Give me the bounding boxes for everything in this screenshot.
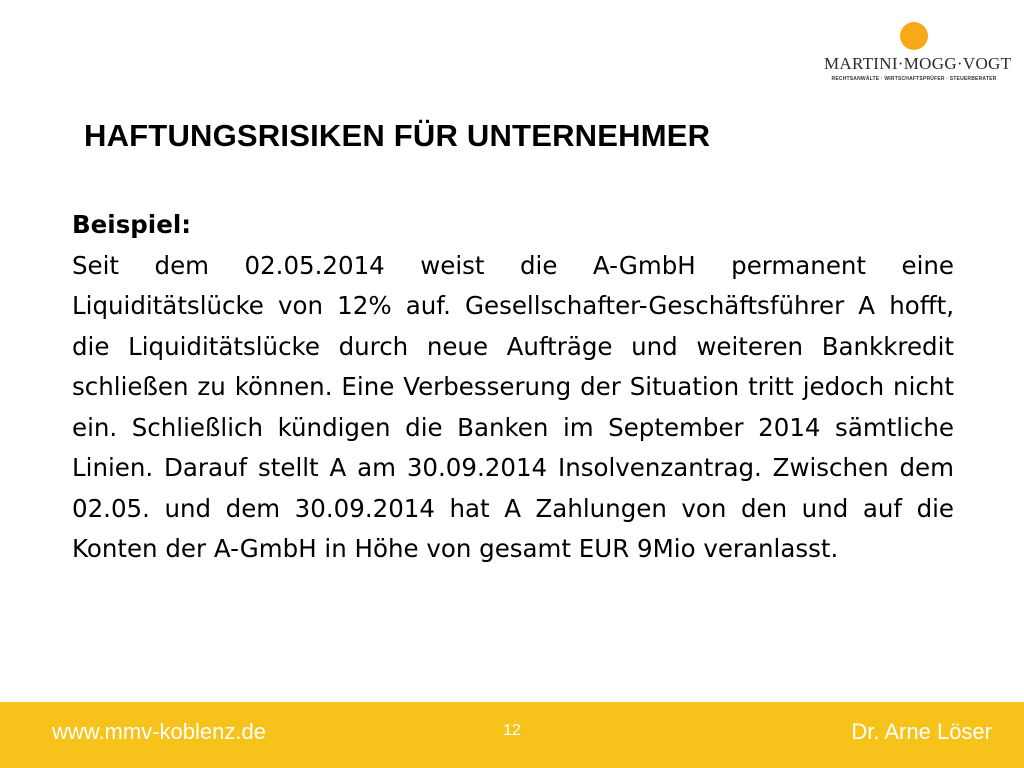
- example-subheading: Beispiel:: [72, 210, 192, 239]
- slide-content: [72, 205, 954, 570]
- slide-title: HAFTUNGSRISIKEN FÜR UNTERNEHMER: [84, 118, 711, 153]
- logo-tagline: RECHTSANWÄLTE · WIRTSCHAFTSPRÜFER · STEUERBERATER: [831, 76, 997, 82]
- footer-website-url: www.mmv-koblenz.de: [52, 719, 266, 744]
- example-body-text: Seit dem 02.05.2014 weist die A-GmbH permanent eine Liquiditätslücke von 12% auf. Gesellschafter-Geschäftsführer A hofft, die Liquiditätslücke durch neue Aufträge und weiteren Bankkredit schließen zu können. Eine Verbesserung der Situation tritt jedoch nicht ein. Schließlich kündigen die Banken im September 2014 sämtliche Linien. Darauf stellt A am 30.09.2014 Insolvenzantrag. Zwischen dem 02.05. und dem 30.09.2014 hat A Zahlungen von den und auf die Konten der A-GmbH in Höhe von gesamt EUR 9Mio veranlasst.: [72, 250, 954, 563]
- logo-name: MARTINI·MOGG·VOGT: [824, 54, 1012, 73]
- company-logo: [824, 18, 1012, 88]
- footer-page-number: 12: [503, 722, 521, 739]
- footer-author: Dr. Arne Löser: [851, 719, 992, 744]
- logo-dot-icon: [900, 22, 928, 50]
- footer-bar: [0, 702, 1024, 768]
